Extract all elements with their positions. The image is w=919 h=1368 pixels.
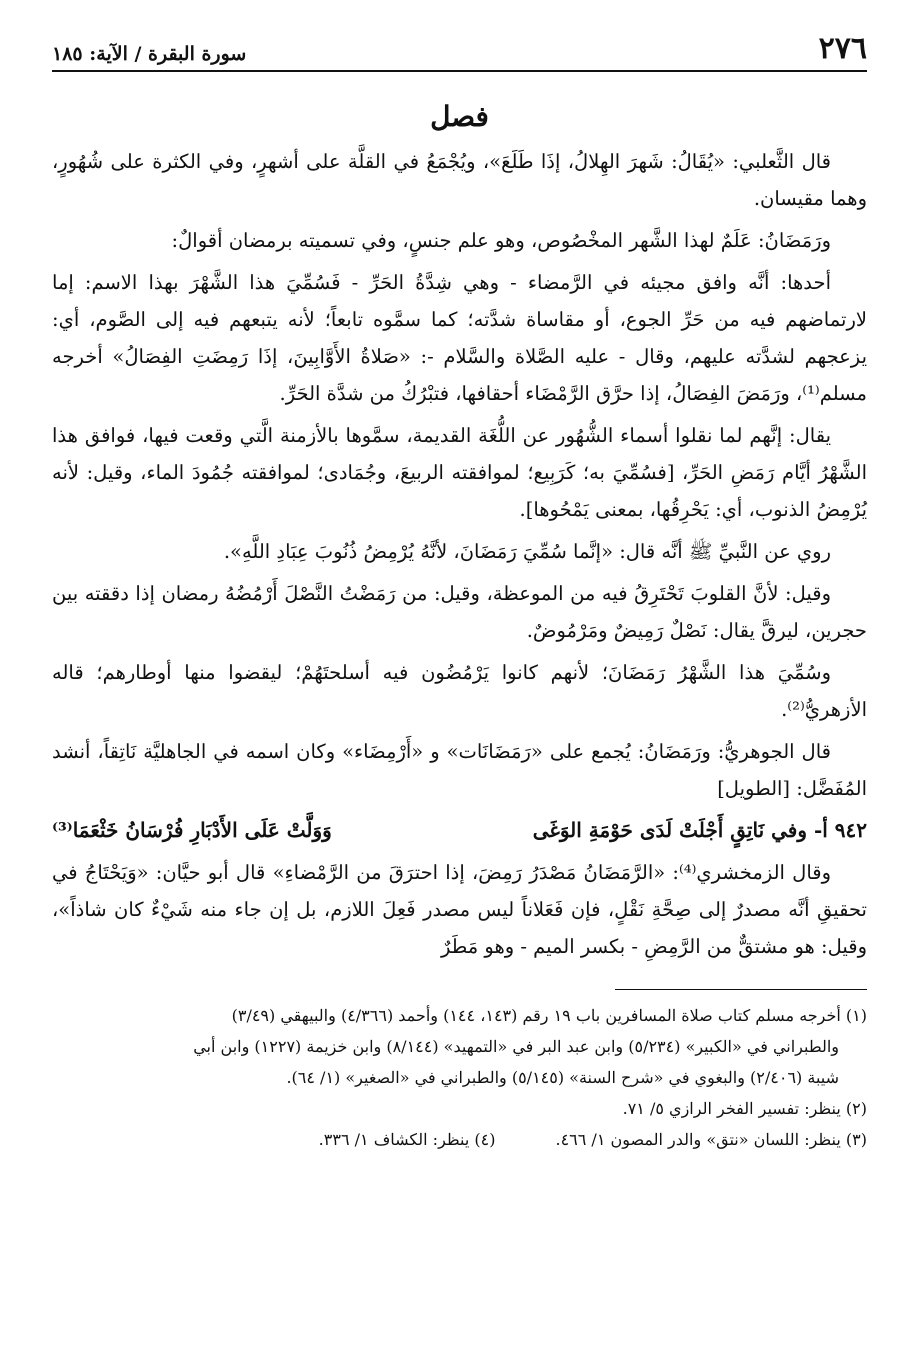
footnote-row bbox=[52, 1124, 867, 1155]
footnote-4: (٤) ينظر: الكشاف ١/ ٣٣٦. bbox=[318, 1130, 496, 1149]
section-title: فصل bbox=[430, 100, 489, 133]
page-number: ٢٧٦ bbox=[818, 31, 867, 66]
footnote-3: (٣) ينظر: اللسان «نتق» والدر المصون ١/ ٤٦٦. bbox=[555, 1130, 867, 1149]
footnote-1-line-2: والطبراني في «الكبير» (٥/٢٣٤) وابن عبد البر في «التمهيد» (٨/١٤٤) وابن خزيمة (١٢٢٧) وابن أبي bbox=[193, 1037, 839, 1056]
paragraph: وقال الزمخشري⁽⁴⁾: «الرَّمَضَانُ مَصْدَرُ رَمِضَ، إذا احترَقَ من الرَّمْضاءِ» قال أبو حيَّان: «وَيَحْتَاجُ في تحقيقِ أنَّه مصدرٌ إلى صِحَّةِ نَقْلٍ، فإن فَعَلاناً ليس مصدر فَعِلَ اللازم، بل إن جاء منه شَيْءٌ كان شاذاً»، وقيل: هو مشتقٌّ من الرَّمِضِ - بكسر الميم - وهو مَطَرٌ bbox=[52, 861, 867, 958]
paragraph: وسُمِّيَ هذا الشَّهْرُ رَمَضَانَ؛ لأنهم كانوا يَرْمُضُون فيه أسلحتَهُمْ؛ ليقضوا منها أوطارهم؛ قاله الأزهريُّ⁽²⁾. bbox=[52, 661, 867, 721]
poetry-verse bbox=[52, 812, 867, 849]
footnote-2: (٢) ينظر: تفسير الفخر الرازي ٥/ ٧١. bbox=[622, 1099, 867, 1118]
verse-second-hemistich: وَوَلَّتْ عَلَى الأَدْبَارِ فُرْسَانُ خَثْعَمَا⁽³⁾ bbox=[52, 818, 332, 842]
paragraph: قال الثَّعلبي: «يُقَالُ: شَهرَ الهِلالُ، إذَا طَلَعَ»، ويُجْمَعُ في القلَّة على أشهرٍ، وفي الكثرة على شُهُورٍ، وهما مقيسان. bbox=[52, 150, 867, 210]
footnote-divider bbox=[615, 989, 867, 990]
paragraph: يقال: إنَّهم لما نقلوا أسماء الشُّهُور عن اللُّغَة القديمة، سمَّوها بالأزمنة الَّتي وقعت فيها، فوافق هذا الشَّهْرُ أيَّام رَمَضِ الحَرِّ، [فسُمِّيَ به؛ كَرَبِيع؛ لموافقته الربيعَ، وجُمَادى؛ لموافقته جُمُودَ الماء، وقيل: لأنه يُرْمِضُ الذنوب، أي: يَحْرِقُها، بمعنى يَمْحُوها]. bbox=[52, 424, 867, 521]
footnote-1-line-3: شيبة (٢/٤٠٦) والبغوي في «شرح السنة» (٥/١٤٥) والطبراني في «الصغير» (١/ ٦٤). bbox=[286, 1068, 839, 1087]
paragraph: أحدها: أنَّه وافق مجيئه في الرَّمضاء - وهي شِدَّةُ الحَرِّ - فَسُمِّيَ هذا الشَّهْرَ بهذا الاسم: إما لارتماضهم فيه من حَرِّ الجوع، أو مقاساة شدَّته؛ كما سمَّوه تابعاً؛ لأنه يتبعهم فيه إلى الصَّوم، أي: يزعجهم لشدَّته عليهم، وقال - عليه الصَّلاة والسَّلام -: «صَلاةُ الأَوَّابِينَ، إذَا رَمِضَتِ الفِصَالُ» أخرجه مسلم⁽¹⁾، ورَمَضَ الفِصَالُ، إذا حرَّق الرَّمْضَاء أحقافها، فتبْرُكُ من شدَّة الحَرِّ. bbox=[52, 271, 867, 405]
main-text bbox=[52, 143, 867, 965]
paragraph: روي عن النَّبيِّ ﷺ أنَّه قال: «إنَّما سُمِّيَ رَمَضَانَ، لأنَّهُ يُرْمِضُ ذُنُوبَ عِبَادِ اللَّهِ». bbox=[223, 540, 831, 563]
paragraph: ورَمَضَانُ: عَلَمٌ لهذا الشَّهر المخْصُوص، وهو علم جنسٍ، وفي تسميته برمضان أقوالٌ: bbox=[171, 229, 831, 252]
footnote-1-line-1: (١) أخرجه مسلم كتاب صلاة المسافرين باب ١٩ رقم (١٤٣، ١٤٤) وأحمد (٤/٣٦٦) والبيهقي (٣/٤٩) bbox=[231, 1006, 867, 1025]
running-head: سورة البقرة / الآية: ١٨٥ bbox=[52, 43, 247, 65]
paragraph: قال الجوهريُّ: ورَمَضَانُ: يُجمع على «رَمَضَانَات» و «أَرْمِضَاء» وكان اسمه في الجاهليَّة نَاتِقاً، أنشد المُفَضَّل: [الطويل] bbox=[52, 740, 867, 800]
footnotes bbox=[52, 1000, 867, 1155]
verse-first-hemistich: ٩٤٢ أ- وفي نَاتِقٍ أَجْلَتْ لَدَى حَوْمَةِ الوَغَى bbox=[532, 818, 867, 842]
page-header bbox=[52, 30, 867, 72]
paragraph: وقيل: لأنَّ القلوبَ تَحْتَرِقُ فيه من الموعظة، وقيل: من رَمَضْتُ النَّصْلَ أَرْمُضُهُ رمضان إذا دققته بين حجرين، ليرقَّ يقال: نَصْلٌ رَمِيضٌ ومَرْمُوضٌ. bbox=[52, 582, 867, 642]
